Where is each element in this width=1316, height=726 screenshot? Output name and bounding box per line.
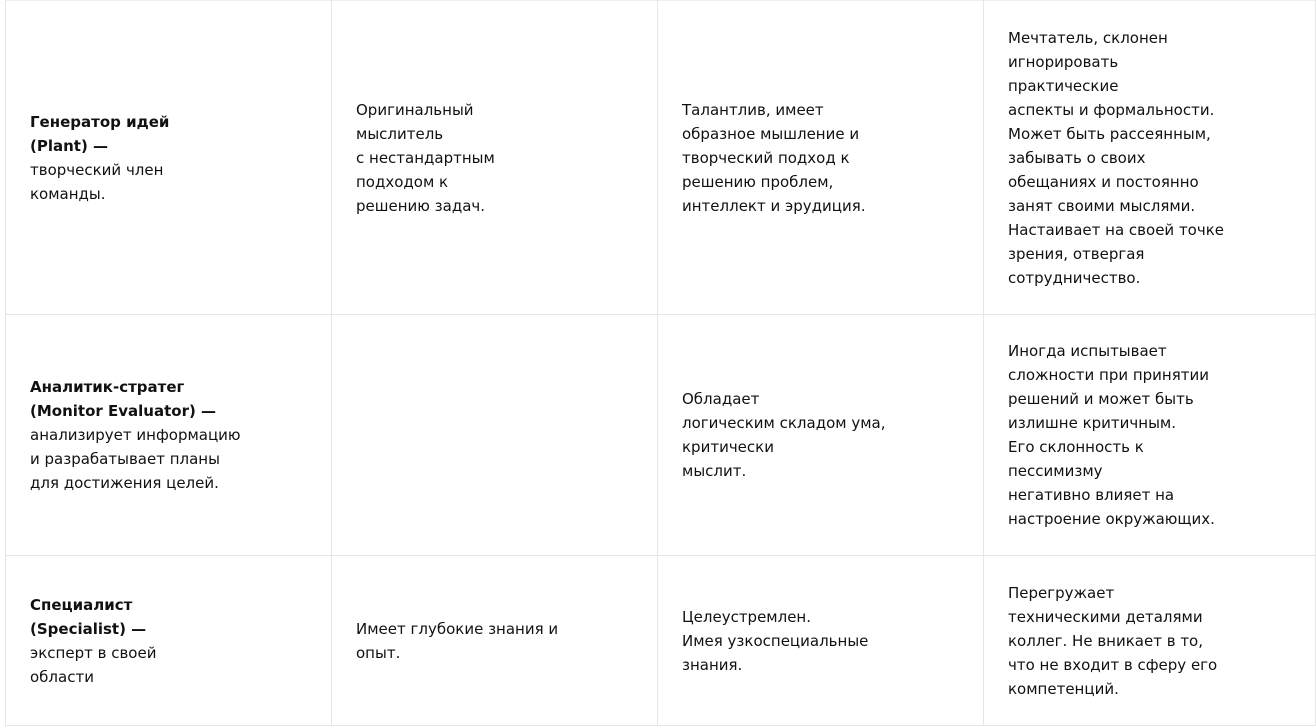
contribution-cell: Оригинальный мыслитель с нестандартным подходом к решению задач. (332, 1, 658, 315)
role-cell (6, 1, 332, 315)
role-name: Аналитик-стратег (Monitor Evaluator) — (30, 378, 217, 420)
role-description: творческий член команды. (30, 160, 164, 203)
table-row (6, 315, 1316, 556)
role-cell (6, 315, 332, 556)
qualities-cell: Обладает логическим складом ума, критически мыслит. (658, 315, 984, 556)
table-row (6, 1, 1316, 315)
role-description: анализирует информацию и разрабатывает планы для достижения целей. (30, 426, 241, 492)
role-name: Генератор идей (Plant) — (30, 112, 170, 155)
weaknesses-cell: Перегружает техническими деталями коллег. Не вникает в то, что не входит в сферу его компетенций. (984, 556, 1316, 726)
weaknesses-cell: Иногда испытывает сложности при принятии решений и может быть излишне критичным. Его склонность к пессимизму негативно влияет на настроение окружающих. (984, 315, 1316, 556)
team-roles-table (5, 0, 1316, 726)
role-cell (6, 556, 332, 726)
table-row (6, 556, 1316, 726)
role-name: Специалист (Specialist) — (30, 595, 147, 638)
weaknesses-cell: Мечтатель, склонен игнорировать практические аспекты и формальности. Может быть рассеянным, забывать о своих обещаниях и постоянно занят своими мыслями. Настаивает на своей точке зрения, отвергая сотрудничество. (984, 1, 1316, 315)
contribution-cell (332, 315, 658, 556)
qualities-cell: Целеустремлен. Имея узкоспециальные знания. (658, 556, 984, 726)
qualities-cell: Талантлив, имеет образное мышление и творческий подход к решению проблем, интеллект и эрудиция. (658, 1, 984, 315)
role-description: эксперт в своей области (30, 643, 157, 686)
contribution-cell: Имеет глубокие знания и опыт. (332, 556, 658, 726)
